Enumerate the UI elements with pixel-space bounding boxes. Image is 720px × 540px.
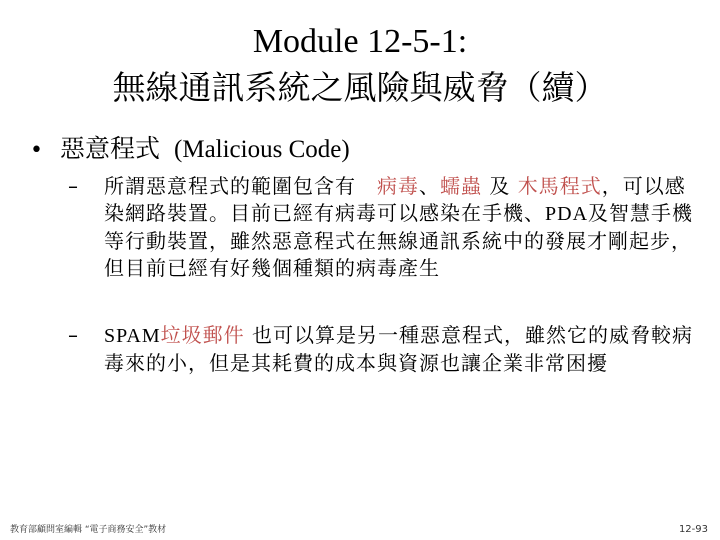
sub-bullet-dash: –: [68, 323, 79, 347]
footer-source: 教育部顧問室編輯 “電子商務安全”教材: [10, 525, 167, 535]
text-sep: 、: [419, 174, 440, 198]
text-sep: 及: [482, 174, 518, 198]
highlight-worm: 蠕蟲: [440, 174, 482, 198]
text-part: 所謂惡意程式的範圍包含有: [104, 174, 377, 198]
highlight-spam: 垃圾郵件: [160, 323, 245, 347]
bullet-dot: •: [30, 138, 43, 163]
sub-bullet-text: [104, 173, 698, 282]
sub-bullet-malware-scope: [68, 173, 698, 282]
bullet-text-en: (Malicious Code): [174, 136, 350, 163]
slide-title-line1: Module 12-5-1:: [252, 23, 468, 60]
sub-bullet-dash: –: [68, 174, 79, 198]
main-bullet: [30, 132, 350, 168]
text-en: PDA: [545, 203, 589, 225]
sub-bullet-spam: [68, 322, 698, 377]
text-part: 及智慧手機等行動裝置，雖然惡意程式在無線通訊系統中的發展才剛起步，但目前已經有好幾個種類的病毒產生: [104, 201, 694, 280]
slide-title-line2: 無線通訊系統之風險與威脅（續）: [112, 68, 608, 107]
text-en: SPAM: [104, 325, 161, 347]
highlight-trojan: 木馬程式: [517, 174, 602, 198]
highlight-virus: 病毒: [377, 174, 419, 198]
sub-bullet-text: [104, 322, 698, 377]
text-part: 也可以算是另一種惡意程式，雖然它的威脅較病毒來的小，但是其耗費的成本與資源也讓企業非常困擾: [104, 323, 693, 375]
page-number: 12-93: [678, 524, 708, 535]
text-part: ，可以感染網路裝置。目前已經有病毒可以感染在手機、: [104, 174, 686, 225]
bullet-text: 惡意程式: [60, 134, 161, 163]
